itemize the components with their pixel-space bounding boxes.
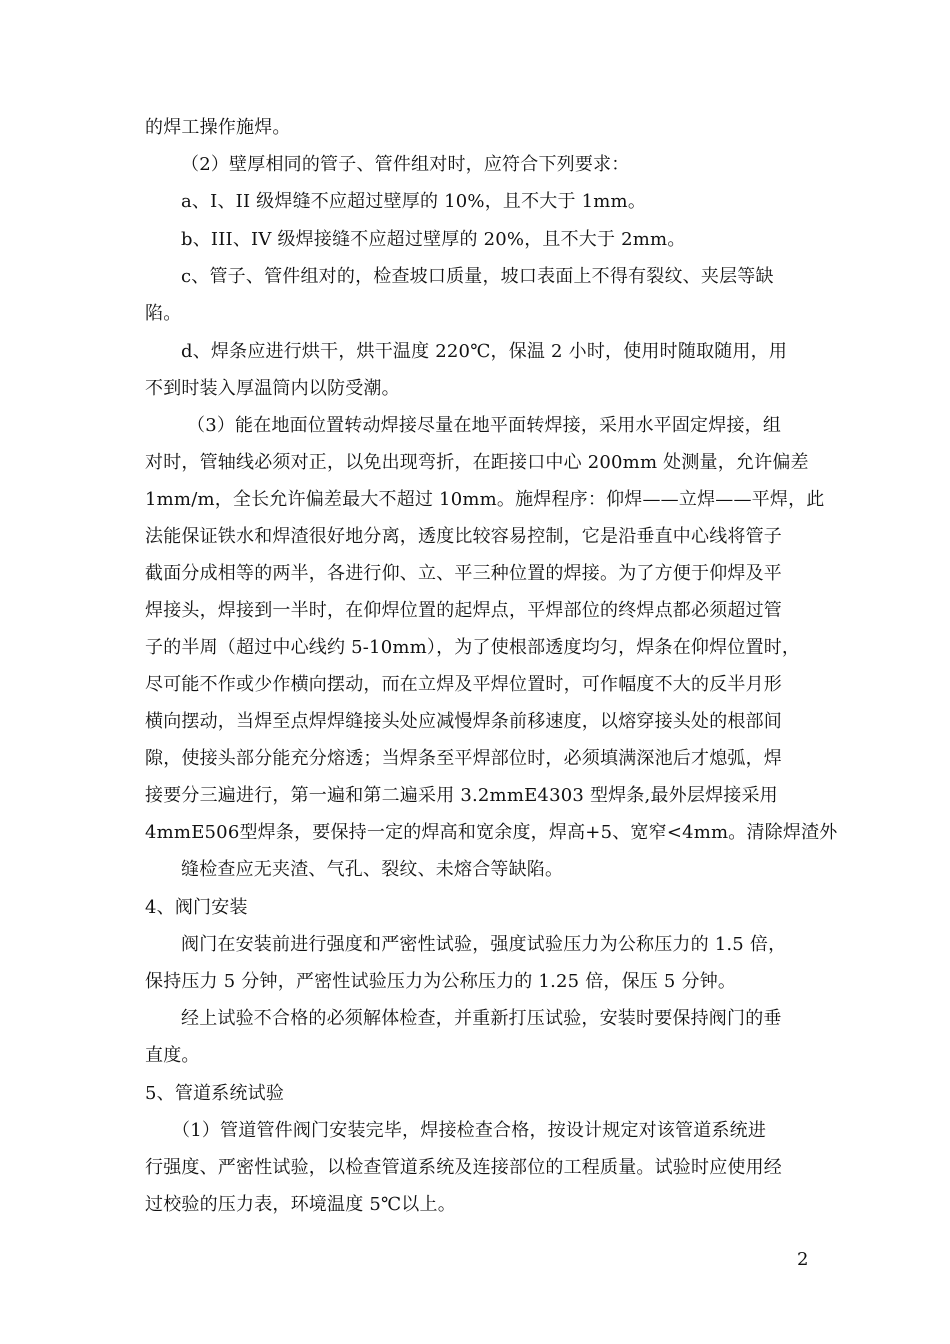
text-line: 1mm/m，全长允许偏差最大不超过 10mm。施焊程序：仰焊——立焊——平焊，此 xyxy=(145,489,825,510)
text-line: （3）能在地面位置转动焊接尽量在地平面转焊接，采用水平固定焊接，组 xyxy=(187,415,782,436)
text-line: 尽可能不作或少作横向摆动，而在立焊及平焊位置时，可作幅度不大的反半月形 xyxy=(145,674,782,695)
text-line: 横向摆动，当焊至点焊焊缝接头处应减慢焊条前移速度，以熔穿接头处的根部间 xyxy=(145,711,782,732)
text-line: 法能保证铁水和焊渣很好地分离，透度比较容易控制，它是沿垂直中心线将管子 xyxy=(145,526,782,547)
text-line: 缝检查应无夹渣、气孔、裂纹、未熔合等缺陷。 xyxy=(181,859,564,880)
section-heading: 5、管道系统试验 xyxy=(145,1083,285,1104)
text-line: 对时，管轴线必须对正，以免出现弯折，在距接口中心 200mm 处测量，允许偏差 xyxy=(145,452,809,473)
text-line: 4mmE506型焊条，要保持一定的焊高和宽余度，焊高+5、宽窄<4mm。清除焊渣外 xyxy=(145,822,838,843)
text-line: 过校验的压力表，环境温度 5℃以上。 xyxy=(145,1194,456,1215)
text-line: 接要分三遍进行，第一遍和第二遍采用 3.2mmE4303 型焊条,最外层焊接采用 xyxy=(145,785,778,806)
page-number: 2 xyxy=(797,1249,809,1270)
text-line: 行强度、严密性试验，以检查管道系统及连接部位的工程质量。试验时应使用经 xyxy=(145,1157,782,1178)
text-line: 的焊工操作施焊。 xyxy=(145,117,291,138)
text-line: 保持压力 5 分钟，严密性试验压力为公称压力的 1.25 倍，保压 5 分钟。 xyxy=(145,971,737,992)
text-line: （2）壁厚相同的管子、管件组对时，应符合下列要求： xyxy=(181,154,630,175)
text-line: d、焊条应进行烘干，烘干温度 220℃，保温 2 小时，使用时随取随用，用 xyxy=(181,341,788,362)
text-line: 隙，使接头部分能充分熔透；当焊条至平焊部位时，必须填满深池后才熄弧，焊 xyxy=(145,748,782,769)
text-line: a、I、II 级焊缝不应超过壁厚的 10%，且不大于 1mm。 xyxy=(181,191,647,212)
text-line: 子的半周（超过中心线约 5-10mm），为了使根部透度均匀，焊条在仰焊位置时， xyxy=(145,637,801,658)
text-line: 经上试验不合格的必须解体检查，并重新打压试验，安装时要保持阀门的垂 xyxy=(181,1008,782,1029)
text-line: 直度。 xyxy=(145,1045,200,1066)
text-line: 陷。 xyxy=(145,303,182,324)
text-line: c、管子、管件组对的，检查坡口质量，坡口表面上不得有裂纹、夹层等缺 xyxy=(181,266,774,287)
text-line: b、III、IV 级焊接缝不应超过壁厚的 20%，且不大于 2mm。 xyxy=(181,229,686,250)
text-line: 阀门在安装前进行强度和严密性试验，强度试验压力为公称压力的 1.5 倍， xyxy=(181,934,787,955)
text-line: 焊接头，焊接到一半时，在仰焊位置的起焊点，平焊部位的终焊点都必须超过管 xyxy=(145,600,782,621)
text-line: 截面分成相等的两半，各进行仰、立、平三种位置的焊接。为了方便于仰焊及平 xyxy=(145,563,782,584)
text-line: 不到时装入厚温筒内以防受潮。 xyxy=(145,378,400,399)
text-line: （1）管道管件阀门安装完毕，焊接检查合格，按设计规定对该管道系统进 xyxy=(172,1120,767,1141)
section-heading: 4、阀门安装 xyxy=(145,897,248,918)
